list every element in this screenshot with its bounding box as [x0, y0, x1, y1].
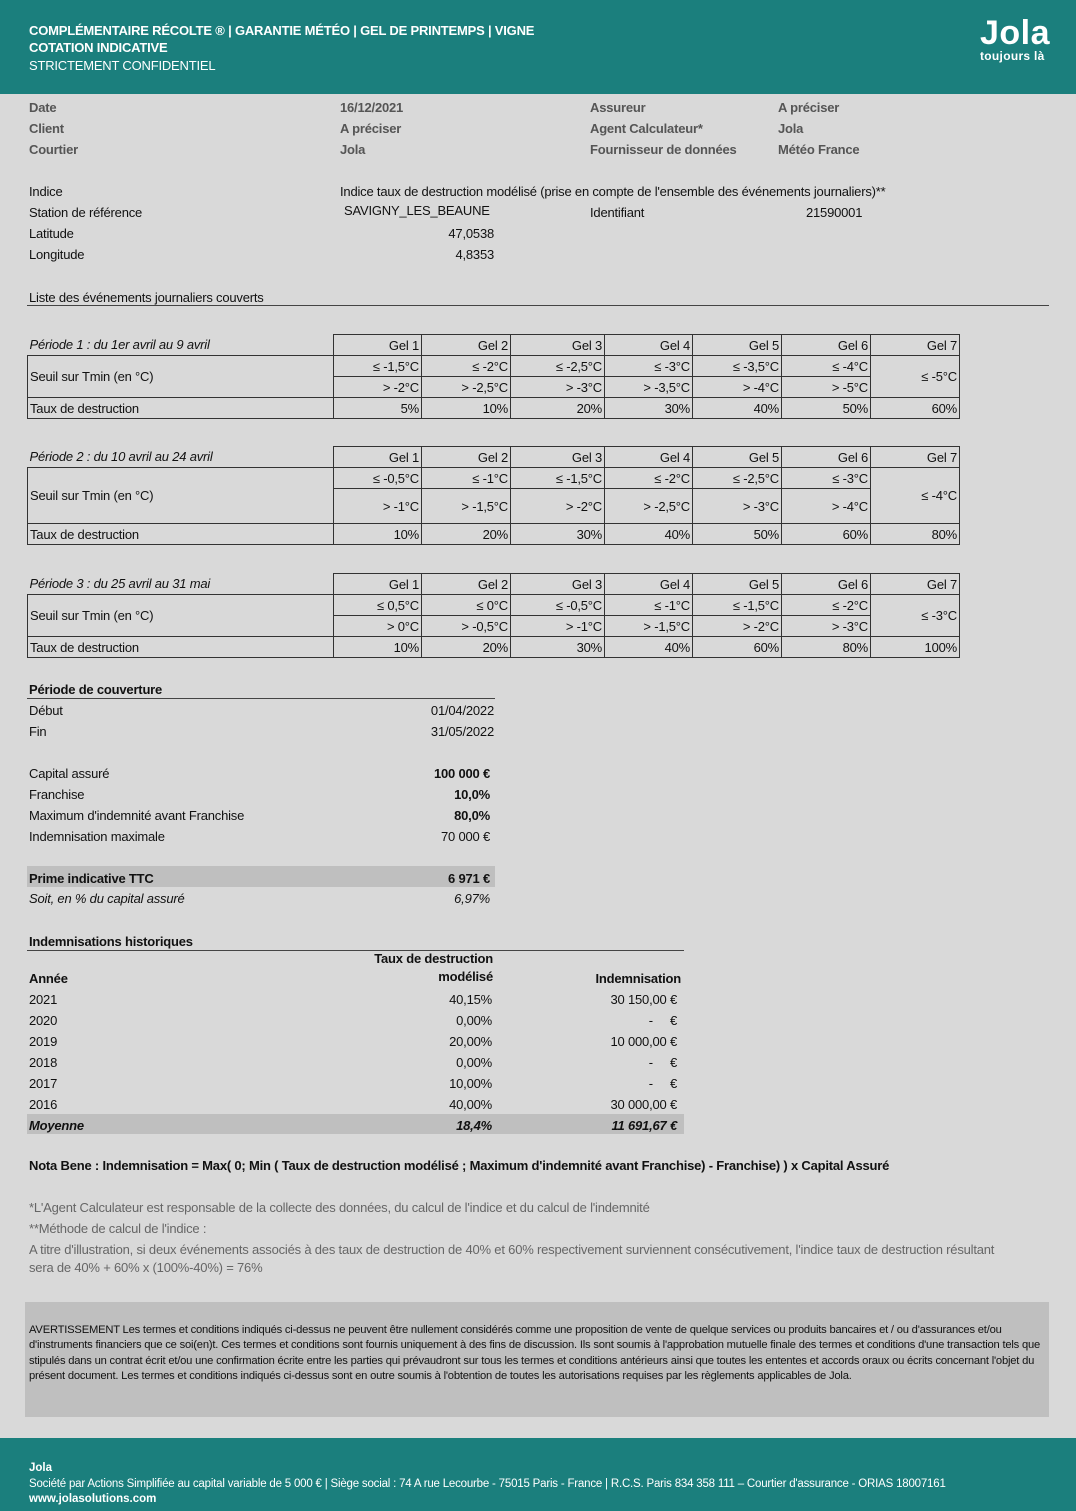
col-indemnisation-header: Indemnisation	[595, 971, 681, 986]
moyenne-indemnisation: 11 691,67 €	[611, 1118, 677, 1133]
franchise-value: 10,0%	[454, 787, 490, 802]
gel-header: Gel 7	[871, 335, 960, 356]
gel-header: Gel 1	[334, 447, 422, 468]
seuil-upper: ≤ -0,5°C	[511, 595, 605, 616]
gel-header: Gel 7	[871, 447, 960, 468]
gel-header: Gel 1	[334, 335, 422, 356]
warning-text: AVERTISSEMENT Les termes et conditions indiqués ci-dessus ne peuvent être nullement considérés comme une proposition de vente de quelque services ou produits bancaires et / ou d'assurances et/ou d'instruments financiers que ce soi(en)t. Ces termes et conditions sont fournis uniquement à des fins de discussion. Ils sont soumis à l'approbation mutuelle finale des termes et conditions d'une transaction tels que stipulés dans un contrat écrit et/ou une confirmation écrite entre les parties qui prévaudront sur tous les termes et conditions antérieurs ainsi que toutes les ententes et accords oraux ou écrits concernant l'objet du présent document. Les termes et conditions indiqués ci-dessus sont en outre soumis à l'obtention de toutes les autorisations requises par les règlements applicables de Jola.	[29, 1324, 1041, 1383]
period-3-table	[27, 573, 960, 658]
taux-cell: 40,00%	[449, 1097, 492, 1112]
seuil-upper: ≤ -2,5°C	[511, 356, 605, 377]
seuil-label: Seuil sur Tmin (en °C)	[28, 468, 334, 524]
gel-header: Gel 5	[693, 335, 782, 356]
footnote-illustration-1: A titre d'illustration, si deux événements associés à des taux de destruction de 40% et 60% respectivement surviennent consécutivement, l'indice taux de destruction résultant	[29, 1242, 995, 1257]
taux-value: 20%	[511, 398, 605, 419]
prime-value: 6 971 €	[448, 871, 490, 886]
capital-label: Capital assuré	[29, 766, 110, 781]
footer-company: Jola	[29, 1462, 53, 1474]
seuil-lower: > -2°C	[511, 489, 605, 524]
taux-value: 10%	[334, 637, 422, 658]
period-1-table	[27, 334, 960, 419]
seuil-upper: ≤ -0,5°C	[334, 468, 422, 489]
seuil-lower: > -2,5°C	[422, 377, 511, 398]
identifiant-label: Identifiant	[590, 205, 645, 220]
longitude-label: Longitude	[29, 247, 85, 262]
fin-value: 31/05/2022	[430, 724, 494, 739]
fournisseur-label: Fournisseur de données	[590, 142, 737, 157]
indemnisation-max-label: Indemnisation maximale	[29, 829, 165, 844]
gel-header: Gel 2	[422, 574, 511, 595]
indemnisation-cell: - €	[648, 1055, 677, 1070]
date-label: Date	[29, 100, 57, 115]
taux-cell: 0,00%	[456, 1013, 492, 1028]
seuil-upper: ≤ -3,5°C	[693, 356, 782, 377]
moyenne-label: Moyenne	[29, 1118, 84, 1133]
period-2-table	[27, 446, 960, 545]
header-confidential: STRICTEMENT CONFIDENTIEL	[29, 58, 216, 73]
gel-header: Gel 4	[605, 447, 693, 468]
indice-label: Indice	[29, 184, 63, 199]
col-annee-header: Année	[29, 971, 68, 986]
logo-tagline: toujours là	[980, 49, 1045, 63]
seuil-upper: ≤ -1°C	[605, 595, 693, 616]
seuil-upper: ≤ -2,5°C	[693, 468, 782, 489]
taux-value: 30%	[511, 637, 605, 658]
gel-header: Gel 2	[422, 447, 511, 468]
taux-value: 40%	[693, 398, 782, 419]
seuil-lower: > -5°C	[782, 377, 871, 398]
taux-value: 40%	[605, 637, 693, 658]
taux-cell: 10,00%	[449, 1076, 492, 1091]
period-title: Période 3 : du 25 avril au 31 mai	[28, 574, 334, 595]
indemnisation-cell: 30 150,00 €	[610, 992, 677, 1007]
seuil-upper: ≤ -1,5°C	[334, 356, 422, 377]
taux-cell: 0,00%	[456, 1055, 492, 1070]
taux-value: 10%	[334, 524, 422, 545]
events-title: Liste des événements journaliers couverts	[29, 290, 264, 305]
seuil-lower: > -4°C	[782, 489, 871, 524]
jola-logo	[980, 14, 1050, 62]
fournisseur-value: Météo France	[778, 142, 860, 157]
logo-text: Jola	[980, 14, 1051, 52]
taux-value: 50%	[782, 398, 871, 419]
taux-value: 10%	[422, 398, 511, 419]
seuil-label: Seuil sur Tmin (en °C)	[28, 595, 334, 637]
capital-value: 100 000 €	[433, 766, 490, 781]
client-label: Client	[29, 121, 64, 136]
taux-label: Taux de destruction	[28, 637, 334, 658]
footnote-agent: *L'Agent Calculateur est responsable de la collecte des données, du calcul de l'indice et du calcul de l'indemnité	[29, 1200, 650, 1215]
couverture-title: Période de couverture	[29, 682, 163, 697]
indice-value: Indice taux de destruction modélisé (prise en compte de l'ensemble des événements journaliers)**	[340, 184, 886, 199]
seuil-upper: ≤ -2°C	[782, 595, 871, 616]
annee-cell: 2018	[29, 1055, 58, 1070]
client-value: A préciser	[340, 121, 402, 136]
assureur-label: Assureur	[590, 100, 646, 115]
seuil-lower: > -3°C	[511, 377, 605, 398]
gel-header: Gel 7	[871, 574, 960, 595]
annee-cell: 2017	[29, 1076, 58, 1091]
seuil-upper: ≤ -1,5°C	[693, 595, 782, 616]
col-taux-header-1: Taux de destruction	[374, 951, 493, 966]
seuil-lower: > -2°C	[334, 377, 422, 398]
gel-header: Gel 6	[782, 335, 871, 356]
gel-header: Gel 4	[605, 335, 693, 356]
couverture-underline	[27, 698, 495, 699]
gel-header: Gel 3	[511, 447, 605, 468]
gel-header: Gel 3	[511, 574, 605, 595]
seuil-upper: ≤ 0,5°C	[334, 595, 422, 616]
col-taux-header-2: modélisé	[438, 969, 493, 984]
taux-label: Taux de destruction	[28, 398, 334, 419]
max-indemnite-value: 80,0%	[454, 808, 490, 823]
gel-header: Gel 4	[605, 574, 693, 595]
longitude-value: 4,8353	[455, 247, 494, 262]
identifiant-value: 21590001	[806, 205, 863, 220]
seuil-label: Seuil sur Tmin (en °C)	[28, 356, 334, 398]
station-value: SAVIGNY_LES_BEAUNE	[344, 203, 490, 218]
seuil-lower: > -3°C	[782, 616, 871, 637]
taux-value: 20%	[422, 524, 511, 545]
taux-value: 40%	[605, 524, 693, 545]
seuil-lower: > -2°C	[693, 616, 782, 637]
footer	[0, 1438, 1076, 1511]
agent-value: Jola	[778, 121, 804, 136]
seuil-lower: > -2,5°C	[605, 489, 693, 524]
seuil-lower: > -1°C	[511, 616, 605, 637]
seuil-lower: > -3,5°C	[605, 377, 693, 398]
footer-website-link[interactable]: www.jolasolutions.com	[29, 1493, 157, 1505]
taux-value: 60%	[693, 637, 782, 658]
taux-value: 50%	[693, 524, 782, 545]
annee-cell: 2020	[29, 1013, 58, 1028]
seuil-upper: ≤ -2°C	[605, 468, 693, 489]
events-underline	[27, 305, 1049, 306]
soit-value: 6,97%	[454, 891, 490, 906]
assureur-value: A préciser	[778, 100, 840, 115]
period-title: Période 2 : du 10 avril au 24 avril	[28, 447, 334, 468]
header-title: COMPLÉMENTAIRE RÉCOLTE ® | GARANTIE MÉTÉO | GEL DE PRINTEMPS | VIGNE	[29, 23, 535, 38]
moyenne-taux: 18,4%	[456, 1118, 492, 1133]
header-subtitle: COTATION INDICATIVE	[29, 40, 168, 55]
seuil-upper: ≤ -1°C	[422, 468, 511, 489]
seuil-lower: > -1,5°C	[422, 489, 511, 524]
taux-value: 100%	[871, 637, 960, 658]
taux-value: 60%	[871, 398, 960, 419]
footnote-illustration-2: sera de 40% + 60% x (100%-40%) = 76%	[29, 1260, 263, 1275]
indemnisation-cell: 30 000,00 €	[610, 1097, 677, 1112]
prime-label: Prime indicative TTC	[29, 871, 154, 886]
date-value: 16/12/2021	[340, 100, 404, 115]
latitude-label: Latitude	[29, 226, 74, 241]
courtier-label: Courtier	[29, 142, 78, 157]
courtier-value: Jola	[340, 142, 366, 157]
taux-cell: 40,15%	[449, 992, 492, 1007]
nota-bene: Nota Bene : Indemnisation = Max( 0; Min ( Taux de destruction modélisé ; Maximum d'indemnité avant Franchise) - Franchise) ) x Capital Assuré	[29, 1158, 890, 1173]
seuil-lower: > -1,5°C	[605, 616, 693, 637]
annee-cell: 2019	[29, 1034, 58, 1049]
agent-label: Agent Calculateur*	[590, 121, 703, 136]
indemnisation-cell: 10 000,00 €	[610, 1034, 677, 1049]
taux-value: 20%	[422, 637, 511, 658]
seuil-lower: > -1°C	[334, 489, 422, 524]
taux-value: 80%	[871, 524, 960, 545]
latitude-value: 47,0538	[448, 226, 494, 241]
seuil-upper: ≤ -2°C	[422, 356, 511, 377]
gel-header: Gel 3	[511, 335, 605, 356]
debut-value: 01/04/2022	[430, 703, 494, 718]
seuil-upper: ≤ -3°C	[782, 468, 871, 489]
gel-header: Gel 5	[693, 574, 782, 595]
taux-value: 30%	[605, 398, 693, 419]
seuil-upper: ≤ -1,5°C	[511, 468, 605, 489]
taux-value: 80%	[782, 637, 871, 658]
seuil-lower: > -3°C	[693, 489, 782, 524]
seuil-last: ≤ -3°C	[871, 595, 960, 637]
historique-title: Indemnisations historiques	[29, 934, 193, 949]
seuil-lower: > -4°C	[693, 377, 782, 398]
debut-label: Début	[29, 703, 63, 718]
taux-value: 5%	[334, 398, 422, 419]
gel-header: Gel 1	[334, 574, 422, 595]
seuil-lower: > -0,5°C	[422, 616, 511, 637]
period-title: Période 1 : du 1er avril au 9 avril	[28, 335, 334, 356]
seuil-upper: ≤ 0°C	[422, 595, 511, 616]
warning-box	[25, 1302, 1049, 1417]
annee-cell: 2021	[29, 992, 58, 1007]
annee-cell: 2016	[29, 1097, 58, 1112]
indemnisation-cell: - €	[648, 1013, 677, 1028]
station-label: Station de référence	[29, 205, 143, 220]
taux-value: 60%	[782, 524, 871, 545]
franchise-label: Franchise	[29, 787, 85, 802]
header-banner	[0, 0, 1076, 94]
gel-header: Gel 6	[782, 574, 871, 595]
taux-cell: 20,00%	[449, 1034, 492, 1049]
seuil-upper: ≤ -4°C	[782, 356, 871, 377]
footnote-methode: **Méthode de calcul de l'indice :	[29, 1221, 207, 1236]
footer-legal: Société par Actions Simplifiée au capital variable de 5 000 € | Siège social : 74 A rue Lecourbe - 75015 Paris - France | R.C.S. Paris 834 358 111 – Courtier d'assurance - ORIAS 18007161	[29, 1478, 946, 1490]
taux-value: 30%	[511, 524, 605, 545]
max-indemnite-label: Maximum d'indemnité avant Franchise	[29, 808, 245, 823]
seuil-last: ≤ -5°C	[871, 356, 960, 398]
seuil-lower: > 0°C	[334, 616, 422, 637]
taux-label: Taux de destruction	[28, 524, 334, 545]
soit-label: Soit, en % du capital assuré	[29, 891, 185, 906]
gel-header: Gel 6	[782, 447, 871, 468]
seuil-last: ≤ -4°C	[871, 468, 960, 524]
seuil-upper: ≤ -3°C	[605, 356, 693, 377]
gel-header: Gel 2	[422, 335, 511, 356]
fin-label: Fin	[29, 724, 47, 739]
indemnisation-cell: - €	[648, 1076, 677, 1091]
gel-header: Gel 5	[693, 447, 782, 468]
indemnisation-max-value: 70 000 €	[440, 829, 490, 844]
